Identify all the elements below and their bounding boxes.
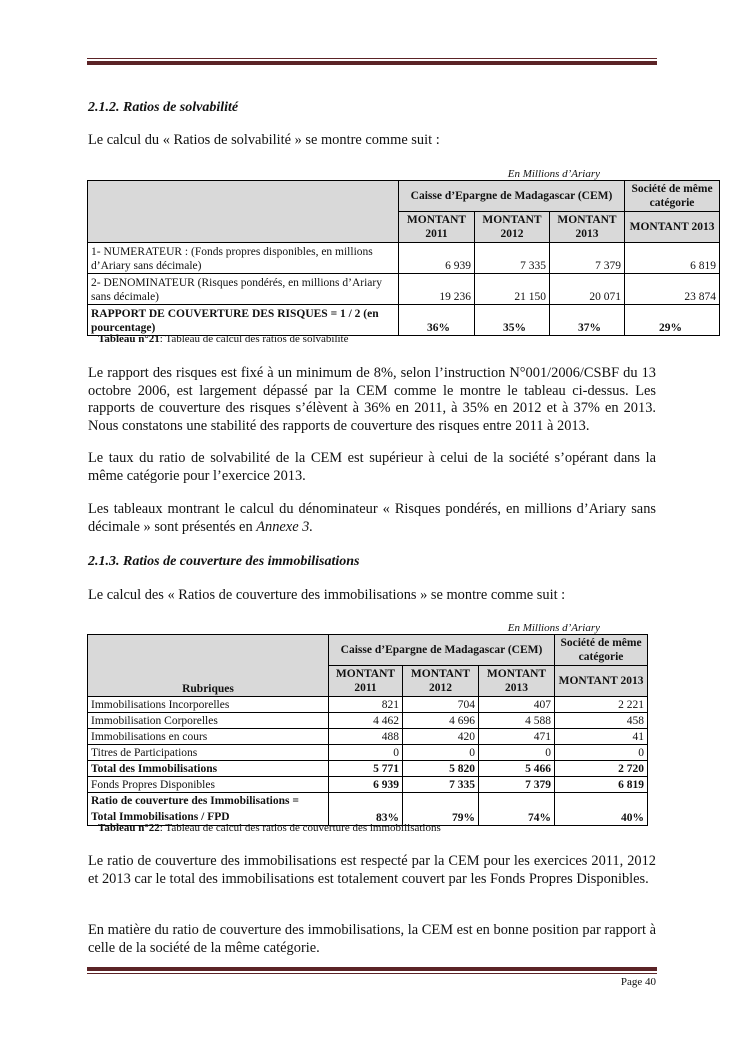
row-label: 2- DENOMINATEUR (Risques pondérés, en millions d’Ariary sans décimale) [88, 274, 399, 305]
header-rubriques: Rubriques [88, 635, 329, 697]
header-peer: Société de même catégorie [555, 635, 648, 666]
table-caption-21 [98, 333, 349, 345]
table-header-row [88, 181, 720, 212]
cell-value: 2 221 [555, 697, 648, 713]
cell-value: 471 [479, 729, 555, 745]
caption-label: Tableau n°21 [98, 333, 160, 345]
cell-value: 0 [479, 745, 555, 761]
cell-value: 5 820 [403, 761, 479, 777]
table-row [88, 713, 648, 729]
cell-value: 4 588 [479, 713, 555, 729]
cell-value: 488 [329, 729, 403, 745]
paragraph-solvency-analysis: Le rapport des risques est fixé à un minimum de 8%, selon l’instruction N°001/2006/CSBF du 13 octobre 2006, est largement dépassé par la CEM comme le montre le tableau ci-dessus. Les rapports de couverture des risques s’élèvent à 36% en 2011, à 35% en 2012 et à 37% en 2013. Nous constatons une stabilité des rapports de couverture des risques entre 2011 à 2013. [88, 365, 656, 434]
table-caption-22 [98, 822, 441, 834]
row-label: RAPPORT DE COUVERTURE DES RISQUES = 1 / 2 (en pourcentage) [88, 305, 399, 336]
cell-value: 0 [555, 745, 648, 761]
paragraph-solvency-comparison: Le taux du ratio de solvabilité de la CEM est supérieur à celui de la société s’opérant dans la même catégorie pour l’exercice 2013. [88, 450, 656, 484]
row-label: Immobilisations Incorporelles [88, 697, 329, 713]
paragraph-immobilisations-comparison: En matière du ratio de couverture des immobilisations, la CEM est en bonne position par rapport à celle de la société de la même catégorie. [88, 922, 656, 956]
annex-text: Les tableaux montrant le calcul du dénominateur « Risques pondérés, en millions d’Ariary sans décimale » sont présentés en [88, 501, 656, 535]
header-peer-montant-2013: MONTANT 2013 [625, 212, 720, 243]
header-peer: Société de même catégorie [625, 181, 720, 212]
cell-value: 40% [555, 793, 648, 826]
cell-value: 83% [329, 793, 403, 826]
caption-label: Tableau n°22 [98, 822, 160, 834]
cell-value: 5 466 [479, 761, 555, 777]
cell-value: 74% [479, 793, 555, 826]
cell-value: 458 [555, 713, 648, 729]
table-row-total [88, 761, 648, 777]
footer-rule-thin [87, 973, 657, 974]
table-row [88, 777, 648, 793]
cell-value: 35% [475, 305, 550, 336]
cell-value: 6 819 [555, 777, 648, 793]
caption-text: : Tableau de calcul des ratios de couverture des immobilisations [159, 822, 441, 834]
table-row [88, 697, 648, 713]
header-rule-thick [87, 61, 657, 65]
footer-rule [87, 967, 657, 974]
solvency-table [87, 180, 720, 336]
row-label: Immobilisations en cours [88, 729, 329, 745]
paragraph-annex [88, 501, 656, 536]
row-label: Total des Immobilisations [88, 761, 329, 777]
table-row-ratio [88, 793, 648, 826]
intro-immobilisations: Le calcul des « Ratios de couverture des immobilisations » se montre comme suit : [88, 587, 566, 603]
table-header-row [88, 635, 648, 666]
header-cem: Caisse d’Epargne de Madagascar (CEM) [329, 635, 555, 666]
cell-value: 6 939 [329, 777, 403, 793]
row-label: Ratio de couverture des Immobilisations = Total Immobilisations / FPD [88, 793, 329, 826]
cell-value: 41 [555, 729, 648, 745]
unit-note-1: En Millions d’Ariary [507, 168, 600, 180]
unit-note-2: En Millions d’Ariary [507, 622, 600, 634]
row-label: 1- NUMERATEUR : (Fonds propres disponibles, en millions d’Ariary sans décimale) [88, 243, 399, 274]
cell-value: 19 236 [399, 274, 475, 305]
row-label: Fonds Propres Disponibles [88, 777, 329, 793]
annex-link-text: Annexe 3. [256, 518, 313, 535]
section-heading-solvabilite: 2.1.2. Ratios de solvabilité [88, 100, 239, 115]
footer-rule-thick [87, 967, 657, 971]
header-montant-2013: MONTANT 2013 [550, 212, 625, 243]
cell-value: 7 335 [475, 243, 550, 274]
cell-value: 79% [403, 793, 479, 826]
table-row [88, 729, 648, 745]
cell-value: 20 071 [550, 274, 625, 305]
cell-value: 821 [329, 697, 403, 713]
cell-value: 23 874 [625, 274, 720, 305]
cell-value: 407 [479, 697, 555, 713]
cell-value: 7 379 [479, 777, 555, 793]
cell-value: 0 [329, 745, 403, 761]
cell-value: 37% [550, 305, 625, 336]
cell-value: 704 [403, 697, 479, 713]
row-label: Titres de Participations [88, 745, 329, 761]
cell-value: 7 335 [403, 777, 479, 793]
cell-value: 29% [625, 305, 720, 336]
cell-value: 6 819 [625, 243, 720, 274]
intro-solvabilite: Le calcul du « Ratios de solvabilité » se montre comme suit : [88, 132, 440, 148]
header-montant-2013: MONTANT 2013 [479, 666, 555, 697]
cell-value: 36% [399, 305, 475, 336]
cell-value: 6 939 [399, 243, 475, 274]
cell-value: 0 [403, 745, 479, 761]
page-number: Page 40 [620, 976, 656, 988]
section-heading-immobilisations: 2.1.3. Ratios de couverture des immobilisations [88, 554, 360, 569]
header-peer-montant-2013: MONTANT 2013 [555, 666, 648, 697]
header-rule [87, 58, 657, 65]
paragraph-immobilisations-analysis: Le ratio de couverture des immobilisations est respecté par la CEM pour les exercices 2011, 2012 et 2013 car le total des immobilisations est totalement couvert par les Fonds Propres Disponibles. [88, 853, 656, 887]
header-montant-2011: MONTANT 2011 [399, 212, 475, 243]
table-row [88, 274, 720, 305]
header-rule-thin [87, 58, 657, 59]
header-blank-cell [88, 181, 399, 243]
cell-value: 7 379 [550, 243, 625, 274]
header-montant-2012: MONTANT 2012 [403, 666, 479, 697]
header-montant-2011: MONTANT 2011 [329, 666, 403, 697]
cell-value: 2 720 [555, 761, 648, 777]
immobilisations-table [87, 634, 648, 826]
table-row [88, 243, 720, 274]
table-row-total [88, 305, 720, 336]
table-row [88, 745, 648, 761]
caption-text: : Tableau de calcul des ratios de solvabilité [159, 333, 349, 345]
cell-value: 21 150 [475, 274, 550, 305]
cell-value: 4 462 [329, 713, 403, 729]
row-label: Immobilisation Corporelles [88, 713, 329, 729]
header-montant-2012: MONTANT 2012 [475, 212, 550, 243]
header-cem: Caisse d’Epargne de Madagascar (CEM) [399, 181, 625, 212]
cell-value: 420 [403, 729, 479, 745]
cell-value: 4 696 [403, 713, 479, 729]
cell-value: 5 771 [329, 761, 403, 777]
